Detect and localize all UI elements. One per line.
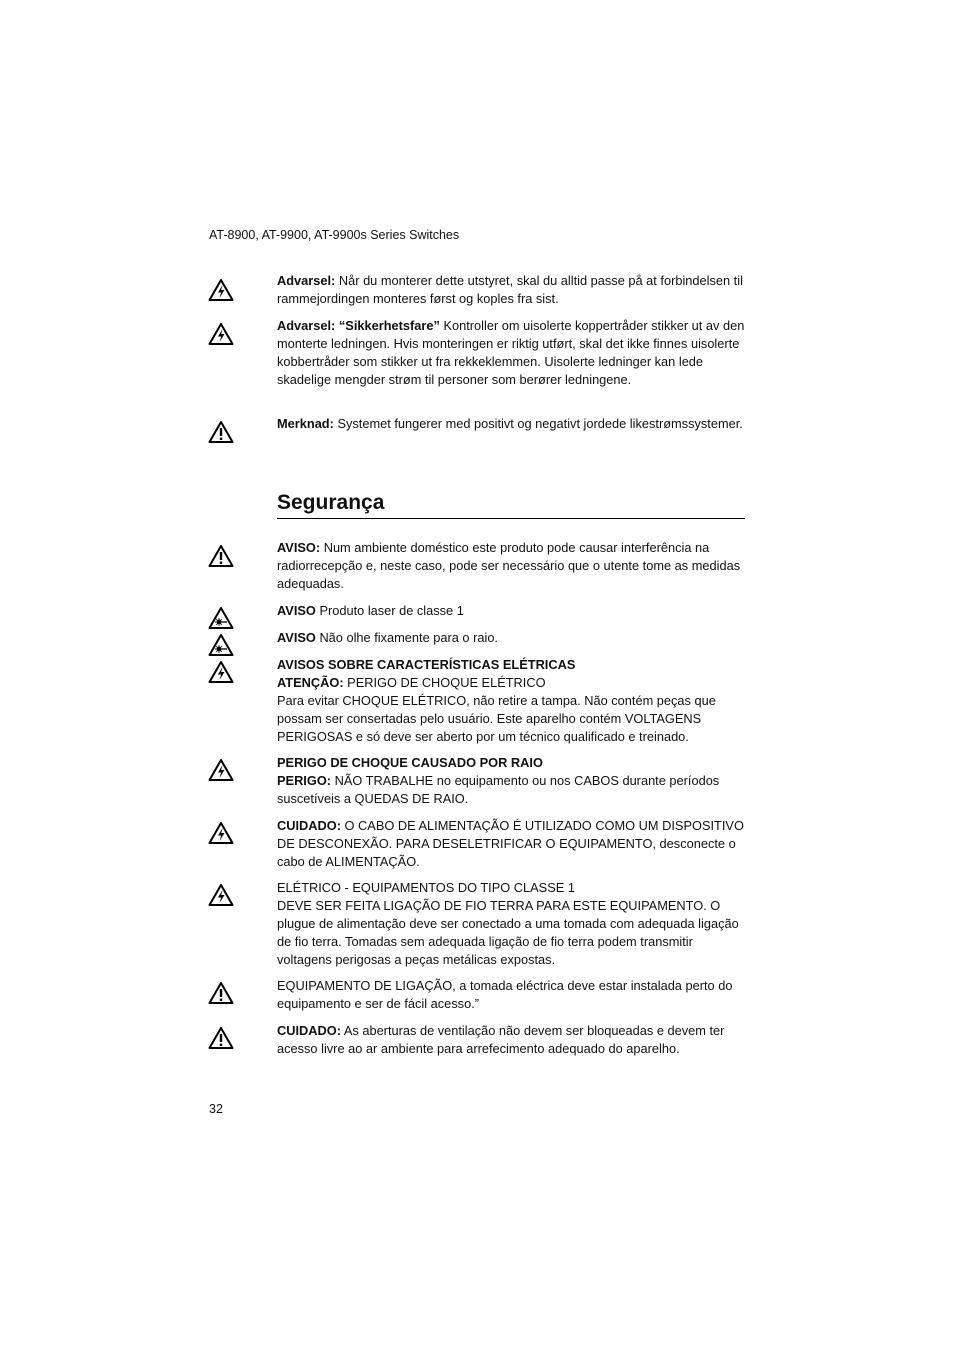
running-header: AT-8900, AT-9900, AT-9900s Series Switches bbox=[209, 228, 460, 242]
page-number: 32 bbox=[209, 1102, 223, 1116]
aviso-ray-notice bbox=[277, 629, 747, 647]
notice-label: AVISO bbox=[277, 630, 316, 645]
notice-text: Kontroller om uisolerte koppertråder stikker ut av den monterte ledningen. Hvis monteringen er riktig utført, skal det ikke finnes uisolerte kobbertråder som stikker ut fra rekkeklemmen. Uisolerte ledninger kan lede skadelige mengder strøm til personer som berører ledningene. bbox=[277, 318, 745, 387]
laser-warning-icon bbox=[208, 633, 234, 657]
notice-heading: PERIGO DE CHOQUE CAUSADO POR RAIO bbox=[277, 755, 543, 770]
power-cord-notice bbox=[277, 817, 747, 871]
notice-line: ELÉTRICO - EQUIPAMENTOS DO TIPO CLASSE 1 bbox=[277, 880, 575, 895]
notice-heading: AVISOS SOBRE CARACTERÍSTICAS ELÉTRICAS bbox=[277, 657, 576, 672]
electrical-hazard-icon bbox=[208, 758, 234, 782]
notice-label: Advarsel: bbox=[277, 273, 336, 288]
notice-line: DEVE SER FEITA LIGAÇÃO DE FIO TERRA PARA ESTE EQUIPAMENTO. O bbox=[277, 898, 721, 913]
notice-label: ATENÇÃO: bbox=[277, 675, 344, 690]
warning-safety-notice bbox=[277, 317, 747, 389]
notice-text: plugue de alimentação deve ser conectado a uma tomada com adequada ligação de fio terra. Tomadas sem adequada ligação de fio terra podem transmitir voltagens perigosas a peças metálicas expostas. bbox=[277, 916, 739, 967]
notice-label: CUIDADO: bbox=[277, 1023, 341, 1038]
warning-triangle-icon bbox=[208, 1026, 234, 1050]
class1-notice bbox=[277, 879, 747, 969]
notice-label: Advarsel: “Sikkerhetsfare” bbox=[277, 318, 440, 333]
notice-label: PERIGO: bbox=[277, 773, 332, 788]
connection-notice bbox=[277, 977, 747, 1013]
notice-text: Systemet fungerer med positivt og negativt jordede likestrømssystemer. bbox=[337, 416, 743, 431]
notice-text: As aberturas de ventilação não devem ser bloqueadas e devem ter acesso livre ao ar ambiente para arrefecimento adequado do aparelho. bbox=[277, 1023, 725, 1056]
electrical-hazard-icon bbox=[208, 278, 234, 302]
lightning-notice bbox=[277, 754, 747, 808]
notice-label: AVISO: bbox=[277, 540, 321, 555]
notice-text: Não olhe fixamente para o raio. bbox=[319, 630, 498, 645]
aviso-radio-notice bbox=[277, 539, 747, 593]
notice-text: NÃO TRABALHE no equipamento ou nos CABOS durante períodos suscetíveis a QUEDAS DE RAIO. bbox=[277, 773, 720, 806]
electrical-hazard-icon bbox=[208, 660, 234, 684]
electrical-hazard-icon bbox=[208, 883, 234, 907]
electrical-hazard-icon bbox=[208, 821, 234, 845]
notice-label: Merknad: bbox=[277, 416, 334, 431]
warning-triangle-icon bbox=[208, 981, 234, 1005]
notice-text: Num ambiente doméstico este produto pode causar interferência na radiorrecepção e, neste caso, pode ser necessário que o utente tome as medidas adequadas. bbox=[277, 540, 741, 591]
notice-text: EQUIPAMENTO DE LIGAÇÃO, a tomada eléctrica deve estar instalada perto do equipamento e ser de fácil acesso.” bbox=[277, 978, 733, 1011]
electrical-notice bbox=[277, 656, 747, 746]
electrical-hazard-icon bbox=[208, 322, 234, 346]
notice-text: Produto laser de classe 1 bbox=[319, 603, 464, 618]
ventilation-notice bbox=[277, 1022, 747, 1058]
warning-triangle-icon bbox=[208, 544, 234, 568]
section-title: Segurança bbox=[277, 491, 745, 519]
aviso-laser-notice bbox=[277, 602, 747, 620]
notice-label: CUIDADO: bbox=[277, 818, 341, 833]
notice-text: Para evitar CHOQUE ELÉTRICO, não retire a tampa. Não contém peças que possam ser consertadas pelo usuário. Este aparelho contém VOLTAGENS PERIGOSAS e só deve ser aberto por um técnico qualificado e treinado. bbox=[277, 693, 716, 744]
warning-ground-notice bbox=[277, 272, 747, 308]
laser-warning-icon bbox=[208, 606, 234, 630]
notice-text: Når du monterer dette utstyret, skal du alltid passe på at forbindelsen til rammejordingen monteres først og koples fra sist. bbox=[277, 273, 743, 306]
notice-text: O CABO DE ALIMENTAÇÃO É UTILIZADO COMO UM DISPOSITIVO DE DESCONEXÃO. PARA DESELETRIFICAR O EQUIPAMENTO, desconecte o cabo de ALIMENTAÇÃO. bbox=[277, 818, 744, 869]
warning-triangle-icon bbox=[208, 420, 234, 444]
note-dc-notice bbox=[277, 415, 747, 433]
notice-subtext: PERIGO DE CHOQUE ELÉTRICO bbox=[347, 675, 546, 690]
notice-label: AVISO bbox=[277, 603, 316, 618]
